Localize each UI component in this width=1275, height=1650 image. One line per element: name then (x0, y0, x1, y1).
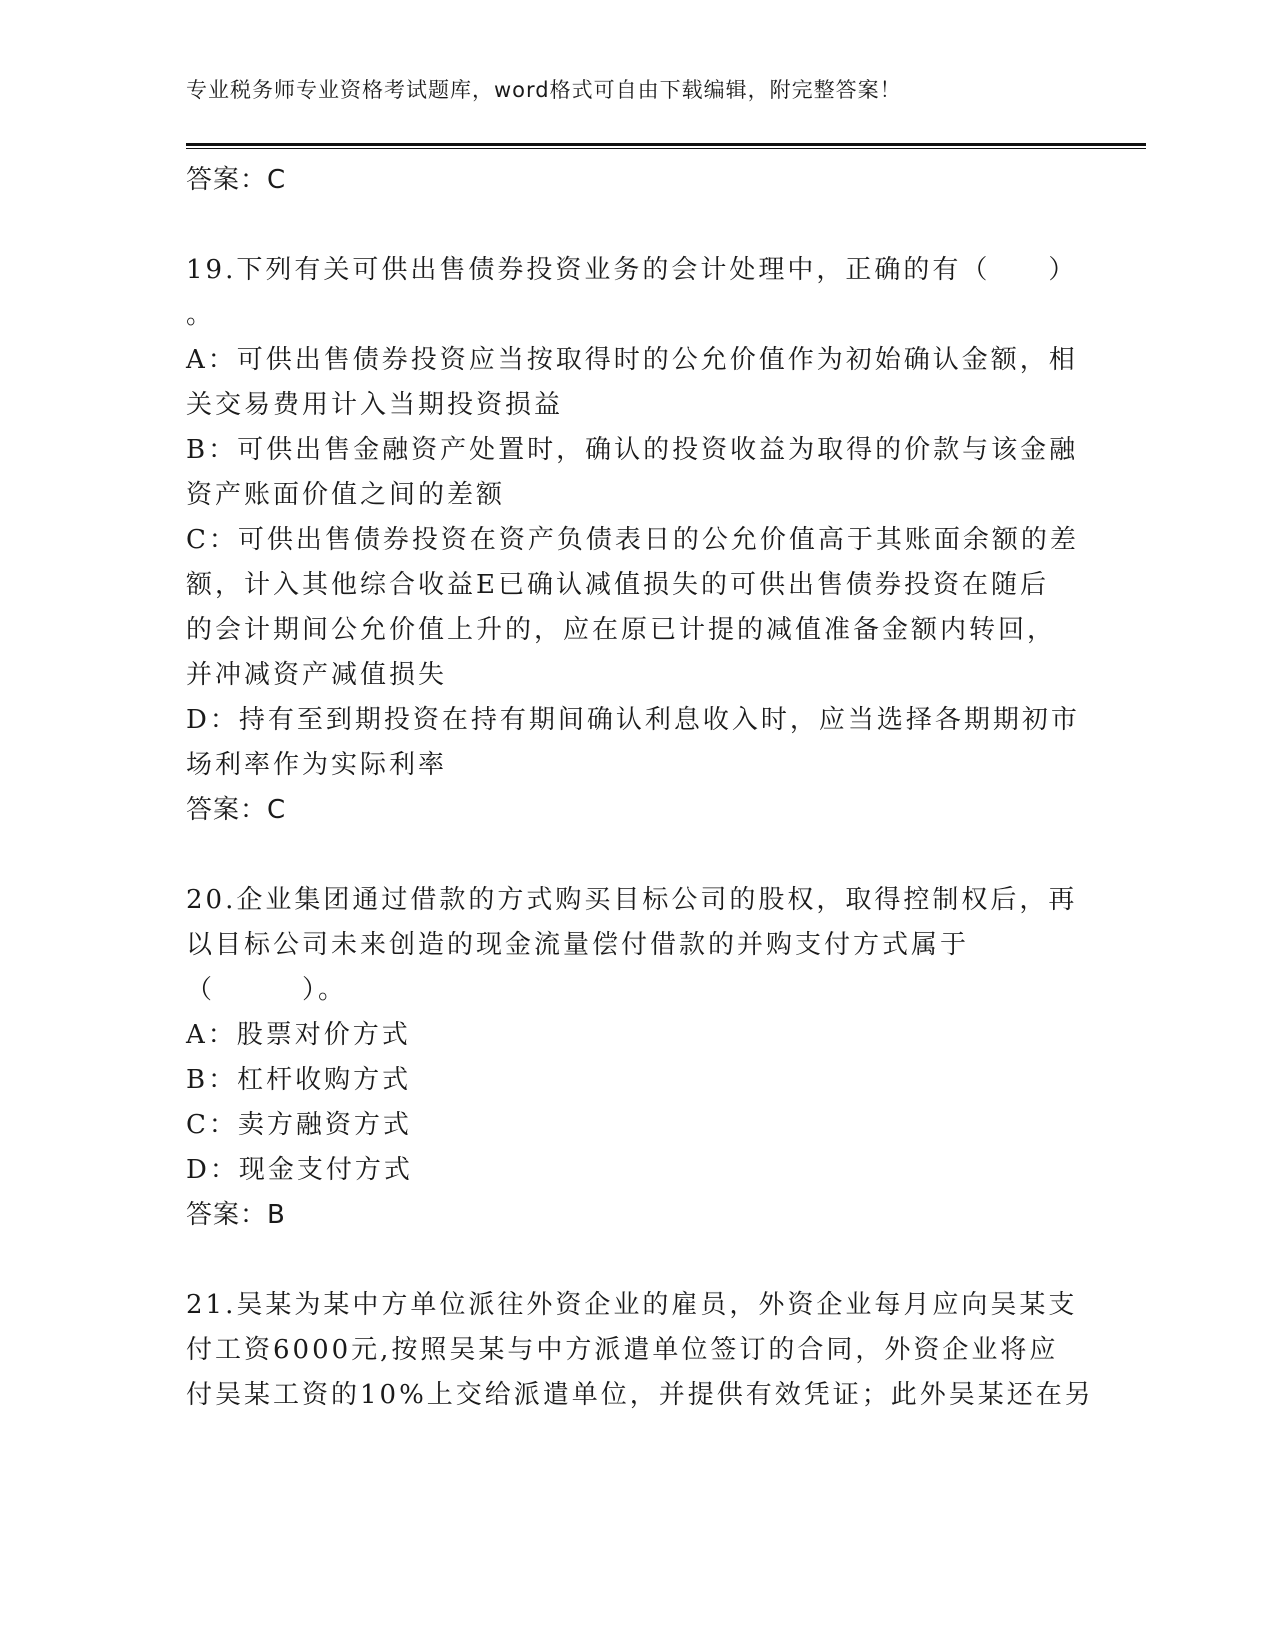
option-line: 并冲减资产减值损失 (186, 660, 448, 690)
page-header: 专业税务师专业资格考试题库，word格式可自由下载编辑，附完整答案！ (186, 78, 902, 102)
answer-18: 答案：C (186, 165, 287, 195)
option-line: B：可供出售金融资产处置时，确认的投资收益为取得的价款与该金融 (186, 435, 1079, 465)
option-line: D：持有至到期投资在持有期间确认利息收入时，应当选择各期期初市 (186, 705, 1080, 735)
option-line: 的会计期间公允价值上升的，应在原已计提的减值准备金额内转回， (186, 615, 1057, 645)
question-text-line: 付吴某工资的10%上交给派遣单位，并提供有效凭证；此外吴某还在另 (186, 1380, 1094, 1410)
question-text-line: 付工资6000元,按照吴某与中方派遣单位签订的合同，外资企业将应 (186, 1335, 1059, 1365)
question-text-line: 21.吴某为某中方单位派往外资企业的雇员，外资企业每月应向吴某支 (186, 1290, 1078, 1320)
header-divider-thin (186, 148, 1146, 149)
answer-20: 答案：B (186, 1200, 286, 1230)
option-line: 关交易费用计入当期投资损益 (186, 390, 564, 420)
question-text-line: 20.企业集团通过借款的方式购买目标公司的股权，取得控制权后，再 (186, 885, 1078, 915)
option-line: A：可供出售债券投资应当按取得时的公允价值作为初始确认金额，相 (186, 345, 1078, 375)
answer-19: 答案：C (186, 795, 287, 825)
option-line: 额，计入其他综合收益E已确认减值损失的可供出售债券投资在随后 (186, 570, 1049, 600)
question-text-line: （ ）。 (186, 975, 348, 1005)
question-21 (186, 1283, 1094, 1418)
question-text-line: 19.下列有关可供出售债券投资业务的会计处理中，正确的有（ ） (186, 255, 1078, 285)
option-line: 场利率作为实际利率 (186, 750, 448, 780)
question-text-line: 。 (186, 300, 216, 330)
question-content (186, 158, 1094, 1418)
question-text-line: 以目标公司未来创造的现金流量偿付借款的并购支付方式属于 (186, 930, 970, 960)
option-line: B：杠杆收购方式 (186, 1065, 412, 1095)
option-line: 资产账面价值之间的差额 (186, 480, 506, 510)
option-line: C：可供出售债券投资在资产负债表日的公允价值高于其账面余额的差 (186, 525, 1079, 555)
question-19 (186, 248, 1086, 833)
question-20 (186, 878, 1086, 1238)
option-line: D：现金支付方式 (186, 1155, 413, 1185)
option-line: A：股票对价方式 (186, 1020, 411, 1050)
header-divider (186, 143, 1146, 146)
option-line: C：卖方融资方式 (186, 1110, 412, 1140)
